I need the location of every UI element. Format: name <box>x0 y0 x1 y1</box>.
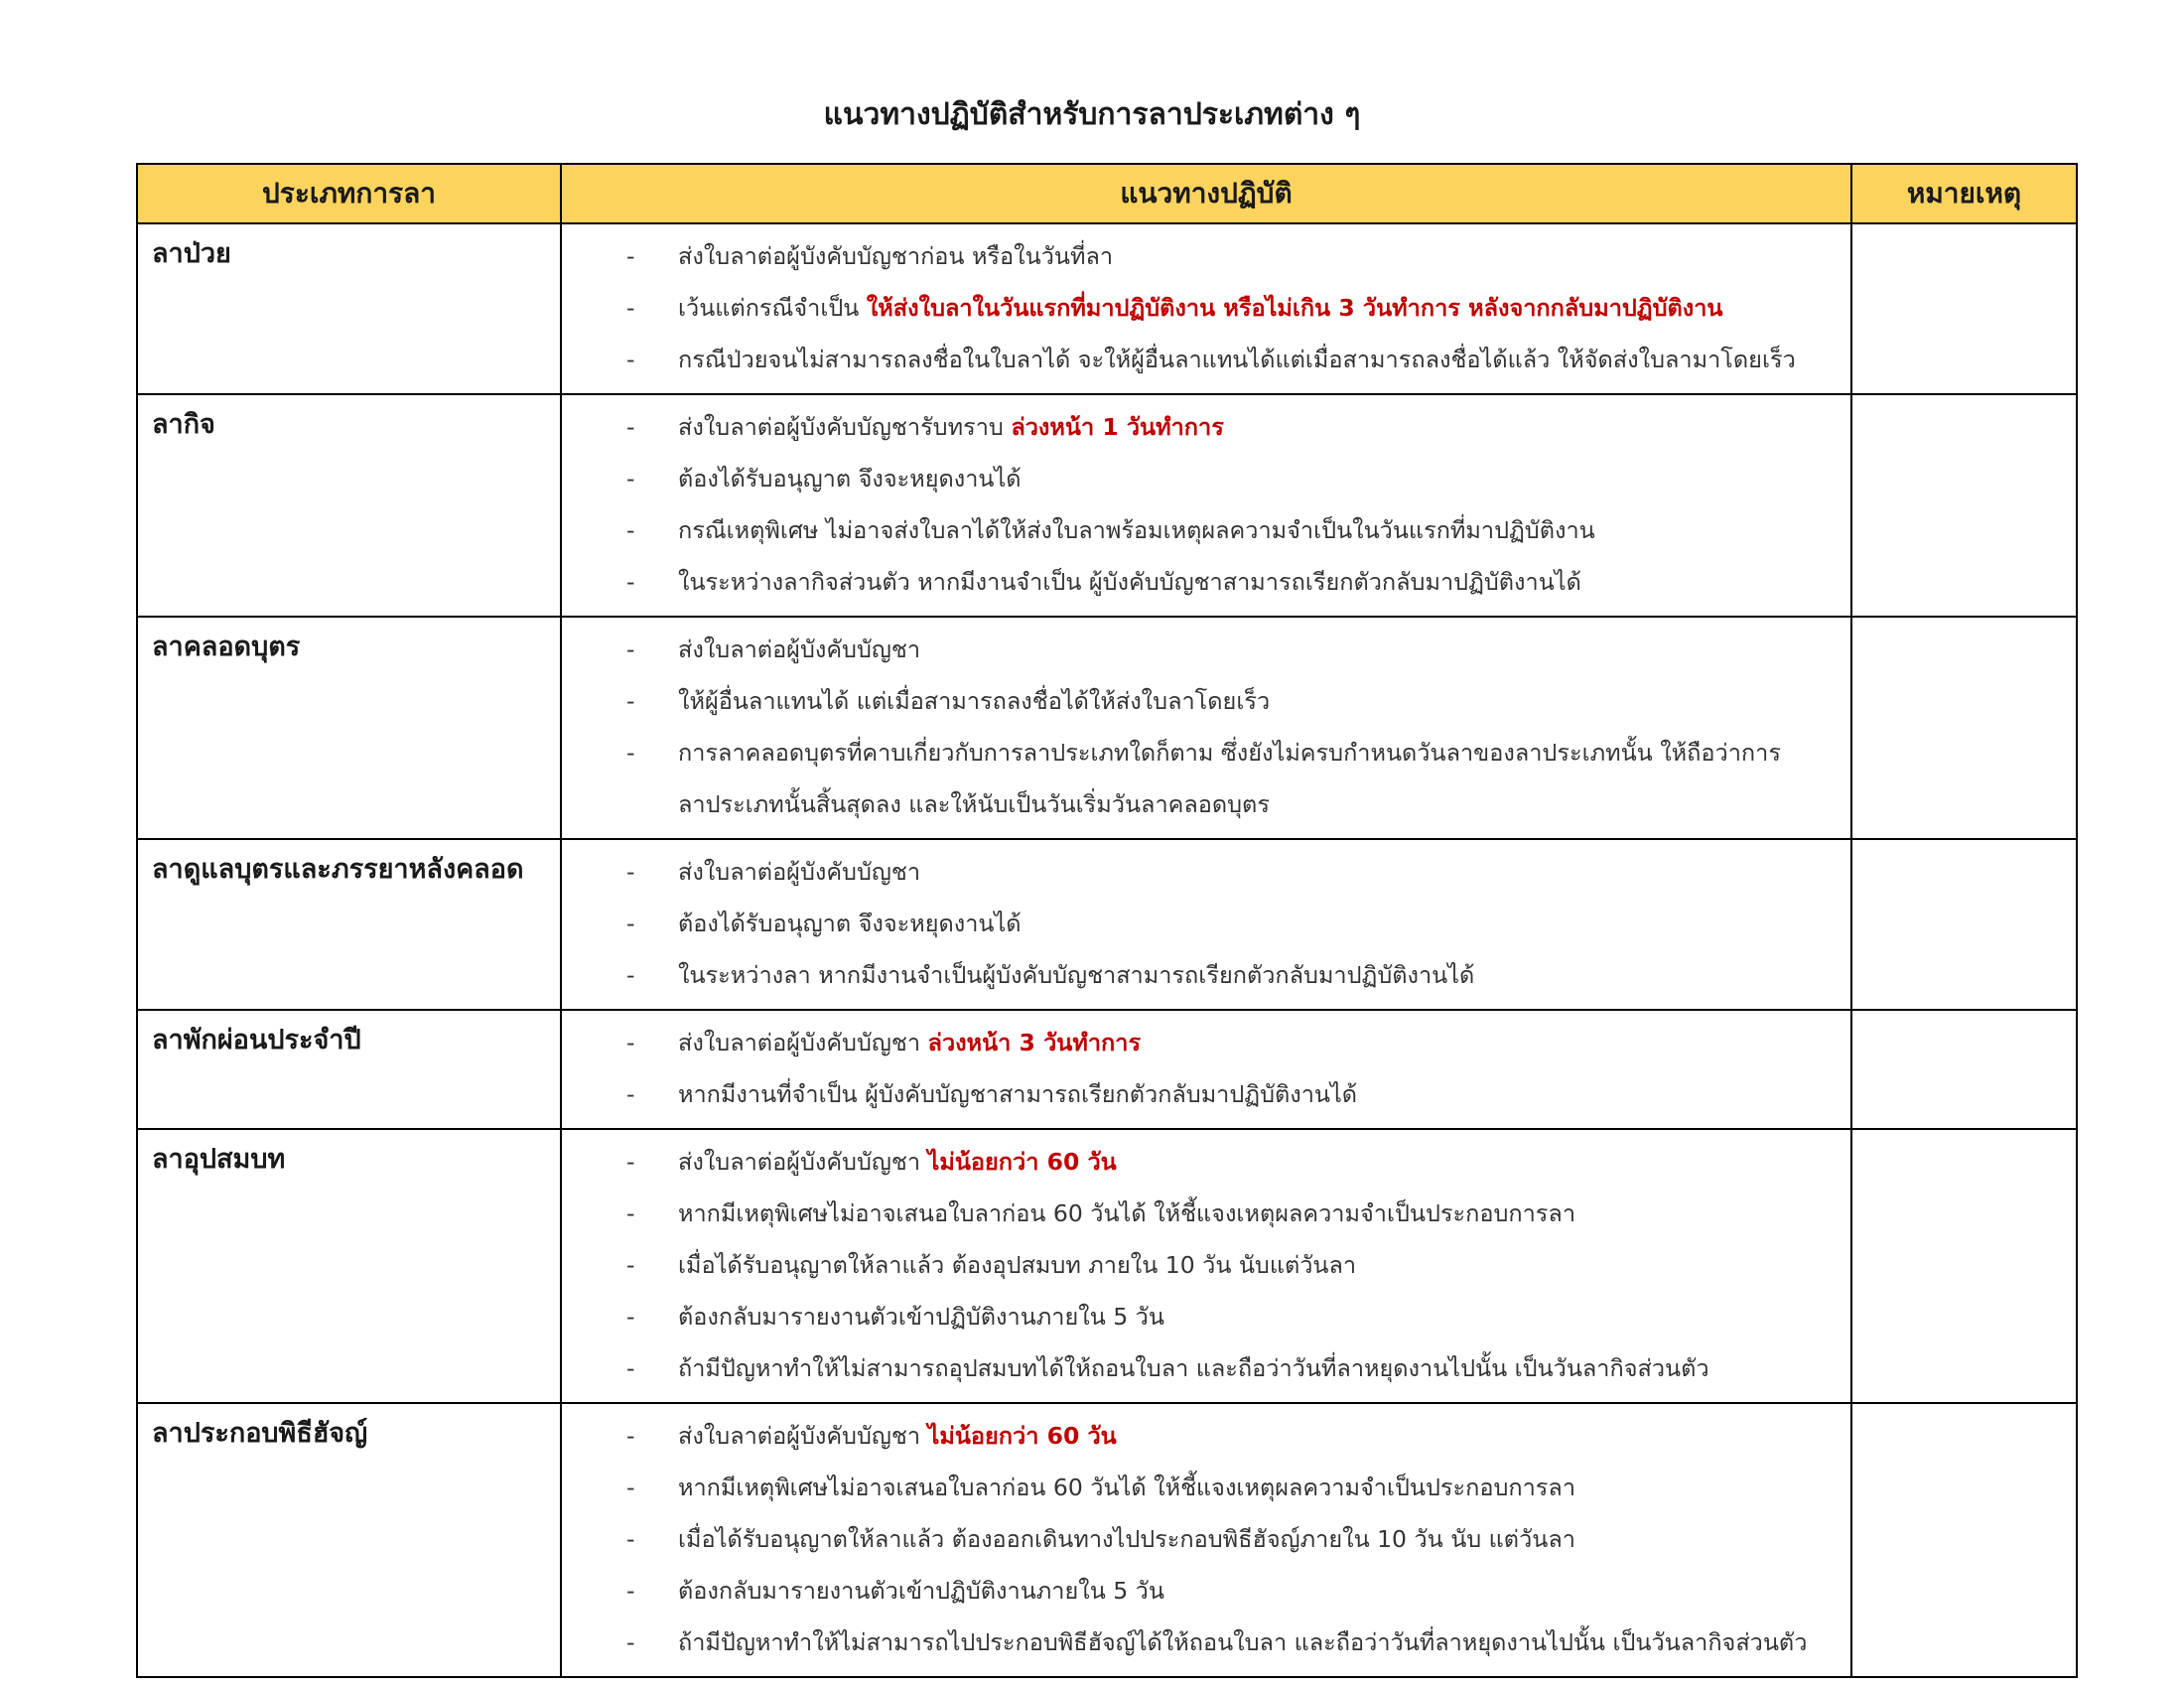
leave-type-cell: ลาคลอดบุตร <box>137 617 561 839</box>
bullet-dash: - <box>626 346 635 373</box>
guideline-item <box>562 624 1850 675</box>
leave-type-cell: ลาอุปสมบท <box>137 1129 561 1403</box>
guideline-item <box>562 1136 1850 1188</box>
bullet-dash: - <box>626 1525 635 1553</box>
guideline-text: ต้องกลับมารายงานตัวเข้าปฏิบัติงานภายใน 5 วัน <box>678 1577 1164 1605</box>
page-title: แนวทางปฏิบัติสำหรับการลาประเภทต่าง ๆ <box>823 97 1361 132</box>
guideline-item <box>562 1291 1850 1342</box>
guideline-cell <box>561 839 1851 1010</box>
guideline-text: ต้องได้รับอนุญาต จึงจะหยุดงานได้ <box>678 910 1022 937</box>
table-body <box>137 223 2077 1677</box>
bullet-dash: - <box>626 1474 635 1501</box>
bullet-dash: - <box>626 739 635 767</box>
guideline-item <box>562 1239 1850 1291</box>
bullet-dash: - <box>626 687 635 715</box>
table-row <box>137 1129 2077 1403</box>
guideline-item <box>562 1342 1850 1394</box>
note-cell <box>1851 617 2077 839</box>
guideline-item <box>562 334 1850 385</box>
guideline-text: หากมีเหตุพิเศษไม่อาจเสนอใบลาก่อน 60 วันได้ ให้ชี้แจงเหตุผลความจำเป็นประกอบการลา <box>678 1199 1576 1227</box>
guideline-item <box>562 949 1850 1001</box>
bullet-dash: - <box>626 1029 635 1056</box>
guideline-text: กรณีป่วยจนไม่สามารถลงชื่อในใบลาได้ จะให้ผู้อื่นลาแทนได้แต่เมื่อสามารถลงชื่อได้แล้ว ให้จัดส่งใบลามาโดยเร็ว <box>678 346 1796 373</box>
guideline-item <box>562 727 1850 830</box>
bullet-dash: - <box>626 1199 635 1227</box>
guideline-item <box>562 675 1850 727</box>
guideline-item <box>562 401 1850 453</box>
leave-type-cell: ลากิจ <box>137 394 561 617</box>
guideline-item <box>562 1068 1850 1120</box>
guideline-cell <box>561 1129 1851 1403</box>
guideline-text: ถ้ามีปัญหาทำให้ไม่สามารถไปประกอบพิธีฮัจญ์ได้ให้ถอนใบลา และถือว่าวันที่ลาหยุดงานไปนั้น เป็นวันลากิจส่วนตัว <box>678 1628 1808 1656</box>
leave-type-cell: ลาประกอบพิธีฮัจญ์ <box>137 1403 561 1677</box>
guideline-text: หากมีเหตุพิเศษไม่อาจเสนอใบลาก่อน 60 วันได้ ให้ชี้แจงเหตุผลความจำเป็นประกอบการลา <box>678 1474 1576 1501</box>
table-row <box>137 617 2077 839</box>
guideline-list <box>562 1136 1850 1394</box>
guideline-item <box>562 1188 1850 1239</box>
bullet-dash: - <box>626 413 635 441</box>
leave-guideline-table <box>136 163 2078 1678</box>
bullet-dash: - <box>626 465 635 492</box>
guideline-text: การลาคลอดบุตรที่คาบเกี่ยวกับการลาประเภทใดก็ตาม ซึ่งยังไม่ครบกำหนดวันลาของลาประเภทนั้น ให้ถือว่าการลาประเภทนั้นสิ้นสุดลง และให้นับเป็นวันเริ่มวันลาคลอดบุตร <box>678 739 1781 818</box>
guideline-item <box>562 1513 1850 1565</box>
bullet-dash: - <box>626 1422 635 1450</box>
header-note: หมายเหตุ <box>1851 164 2077 223</box>
bullet-dash: - <box>626 1251 635 1279</box>
guideline-cell <box>561 394 1851 617</box>
guideline-item <box>562 1617 1850 1668</box>
guideline-item <box>562 1462 1850 1513</box>
leave-type-cell: ลาป่วย <box>137 223 561 394</box>
guideline-cell <box>561 1403 1851 1677</box>
guideline-highlight: ล่วงหน้า 3 วันทำการ <box>927 1029 1142 1056</box>
guideline-text: หากมีงานที่จำเป็น ผู้บังคับบัญชาสามารถเรียกตัวกลับมาปฏิบัติงานได้ <box>678 1080 1358 1108</box>
header-guideline: แนวทางปฏิบัติ <box>561 164 1851 223</box>
guideline-text: เว้นแต่กรณีจำเป็น <box>678 294 867 322</box>
guideline-text: ต้องกลับมารายงานตัวเข้าปฏิบัติงานภายใน 5 วัน <box>678 1303 1164 1331</box>
guideline-list <box>562 230 1850 385</box>
bullet-dash: - <box>626 961 635 989</box>
table-header-row <box>137 164 2077 223</box>
guideline-text: ส่งใบลาต่อผู้บังคับบัญชารับทราบ <box>678 413 1012 441</box>
guideline-item <box>562 898 1850 949</box>
bullet-dash: - <box>626 1303 635 1331</box>
guideline-text: ส่งใบลาต่อผู้บังคับบัญชาก่อน หรือในวันที่ลา <box>678 242 1114 270</box>
note-cell <box>1851 1129 2077 1403</box>
guideline-item <box>562 504 1850 556</box>
guideline-list <box>562 846 1850 1001</box>
header-leave-type: ประเภทการลา <box>137 164 561 223</box>
note-cell <box>1851 1010 2077 1129</box>
guideline-text: กรณีเหตุพิเศษ ไม่อาจส่งใบลาได้ให้ส่งใบลาพร้อมเหตุผลความจำเป็นในวันแรกที่มาปฏิบัติงาน <box>678 516 1595 544</box>
note-cell <box>1851 1403 2077 1677</box>
guideline-highlight: ไม่น้อยกว่า 60 วัน <box>927 1422 1117 1450</box>
bullet-dash: - <box>626 568 635 596</box>
leave-type-cell: ลาดูแลบุตรและภรรยาหลังคลอด <box>137 839 561 1010</box>
guideline-text: ในระหว่างลา หากมีงานจำเป็นผู้บังคับบัญชาสามารถเรียกตัวกลับมาปฏิบัติงานได้ <box>678 961 1475 989</box>
guideline-list <box>562 624 1850 830</box>
guideline-item <box>562 453 1850 504</box>
table-row <box>137 394 2077 617</box>
guideline-text: ส่งใบลาต่อผู้บังคับบัญชา <box>678 635 921 663</box>
guideline-text: ให้ผู้อื่นลาแทนได้ แต่เมื่อสามารถลงชื่อได้ให้ส่งใบลาโดยเร็ว <box>678 687 1271 715</box>
bullet-dash: - <box>626 1354 635 1382</box>
guideline-item <box>562 1017 1850 1068</box>
guideline-text: ส่งใบลาต่อผู้บังคับบัญชา <box>678 858 921 886</box>
guideline-text: ส่งใบลาต่อผู้บังคับบัญชา <box>678 1029 928 1056</box>
guideline-text: เมื่อได้รับอนุญาตให้ลาแล้ว ต้องอุปสมบท ภายใน 10 วัน นับแต่วันลา <box>678 1251 1357 1279</box>
guideline-text: ส่งใบลาต่อผู้บังคับบัญชา <box>678 1148 928 1176</box>
table-row <box>137 1010 2077 1129</box>
bullet-dash: - <box>626 294 635 322</box>
guideline-text: ในระหว่างลากิจส่วนตัว หากมีงานจำเป็น ผู้บังคับบัญชาสามารถเรียกตัวกลับมาปฏิบัติงานได้ <box>678 568 1581 596</box>
bullet-dash: - <box>626 910 635 937</box>
guideline-item <box>562 230 1850 282</box>
guideline-highlight: ล่วงหน้า 1 วันทำการ <box>1011 413 1224 441</box>
leave-type-cell: ลาพักผ่อนประจำปี <box>137 1010 561 1129</box>
bullet-dash: - <box>626 1577 635 1605</box>
note-cell <box>1851 223 2077 394</box>
bullet-dash: - <box>626 516 635 544</box>
guideline-cell <box>561 223 1851 394</box>
guideline-text: ส่งใบลาต่อผู้บังคับบัญชา <box>678 1422 928 1450</box>
bullet-dash: - <box>626 1148 635 1176</box>
guideline-text: เมื่อได้รับอนุญาตให้ลาแล้ว ต้องออกเดินทางไปประกอบพิธีฮัจญ์ภายใน 10 วัน นับ แต่วันลา <box>678 1525 1575 1553</box>
bullet-dash: - <box>626 635 635 663</box>
guideline-highlight: ไม่น้อยกว่า 60 วัน <box>927 1148 1117 1176</box>
table-row <box>137 839 2077 1010</box>
bullet-dash: - <box>626 1080 635 1108</box>
guideline-item <box>562 556 1850 608</box>
bullet-dash: - <box>626 242 635 270</box>
guideline-text: ถ้ามีปัญหาทำให้ไม่สามารถอุปสมบทได้ให้ถอนใบลา และถือว่าวันที่ลาหยุดงานไปนั้น เป็นวันลากิจส่วนตัว <box>678 1354 1709 1382</box>
guideline-item <box>562 282 1850 334</box>
guideline-list <box>562 401 1850 608</box>
bullet-dash: - <box>626 1628 635 1656</box>
note-cell <box>1851 394 2077 617</box>
guideline-cell <box>561 617 1851 839</box>
guideline-list <box>562 1410 1850 1668</box>
guideline-cell <box>561 1010 1851 1129</box>
bullet-dash: - <box>626 858 635 886</box>
note-cell <box>1851 839 2077 1010</box>
table-row <box>137 1403 2077 1677</box>
guideline-highlight: ให้ส่งใบลาในวันแรกที่มาปฏิบัติงาน หรือไม่เกิน 3 วันทำการ หลังจากกลับมาปฏิบัติงาน <box>866 294 1723 322</box>
guideline-item <box>562 1410 1850 1462</box>
guideline-item <box>562 846 1850 898</box>
guideline-text: ต้องได้รับอนุญาต จึงจะหยุดงานได้ <box>678 465 1022 492</box>
guideline-list <box>562 1017 1850 1120</box>
table-row <box>137 223 2077 394</box>
guideline-item <box>562 1565 1850 1617</box>
